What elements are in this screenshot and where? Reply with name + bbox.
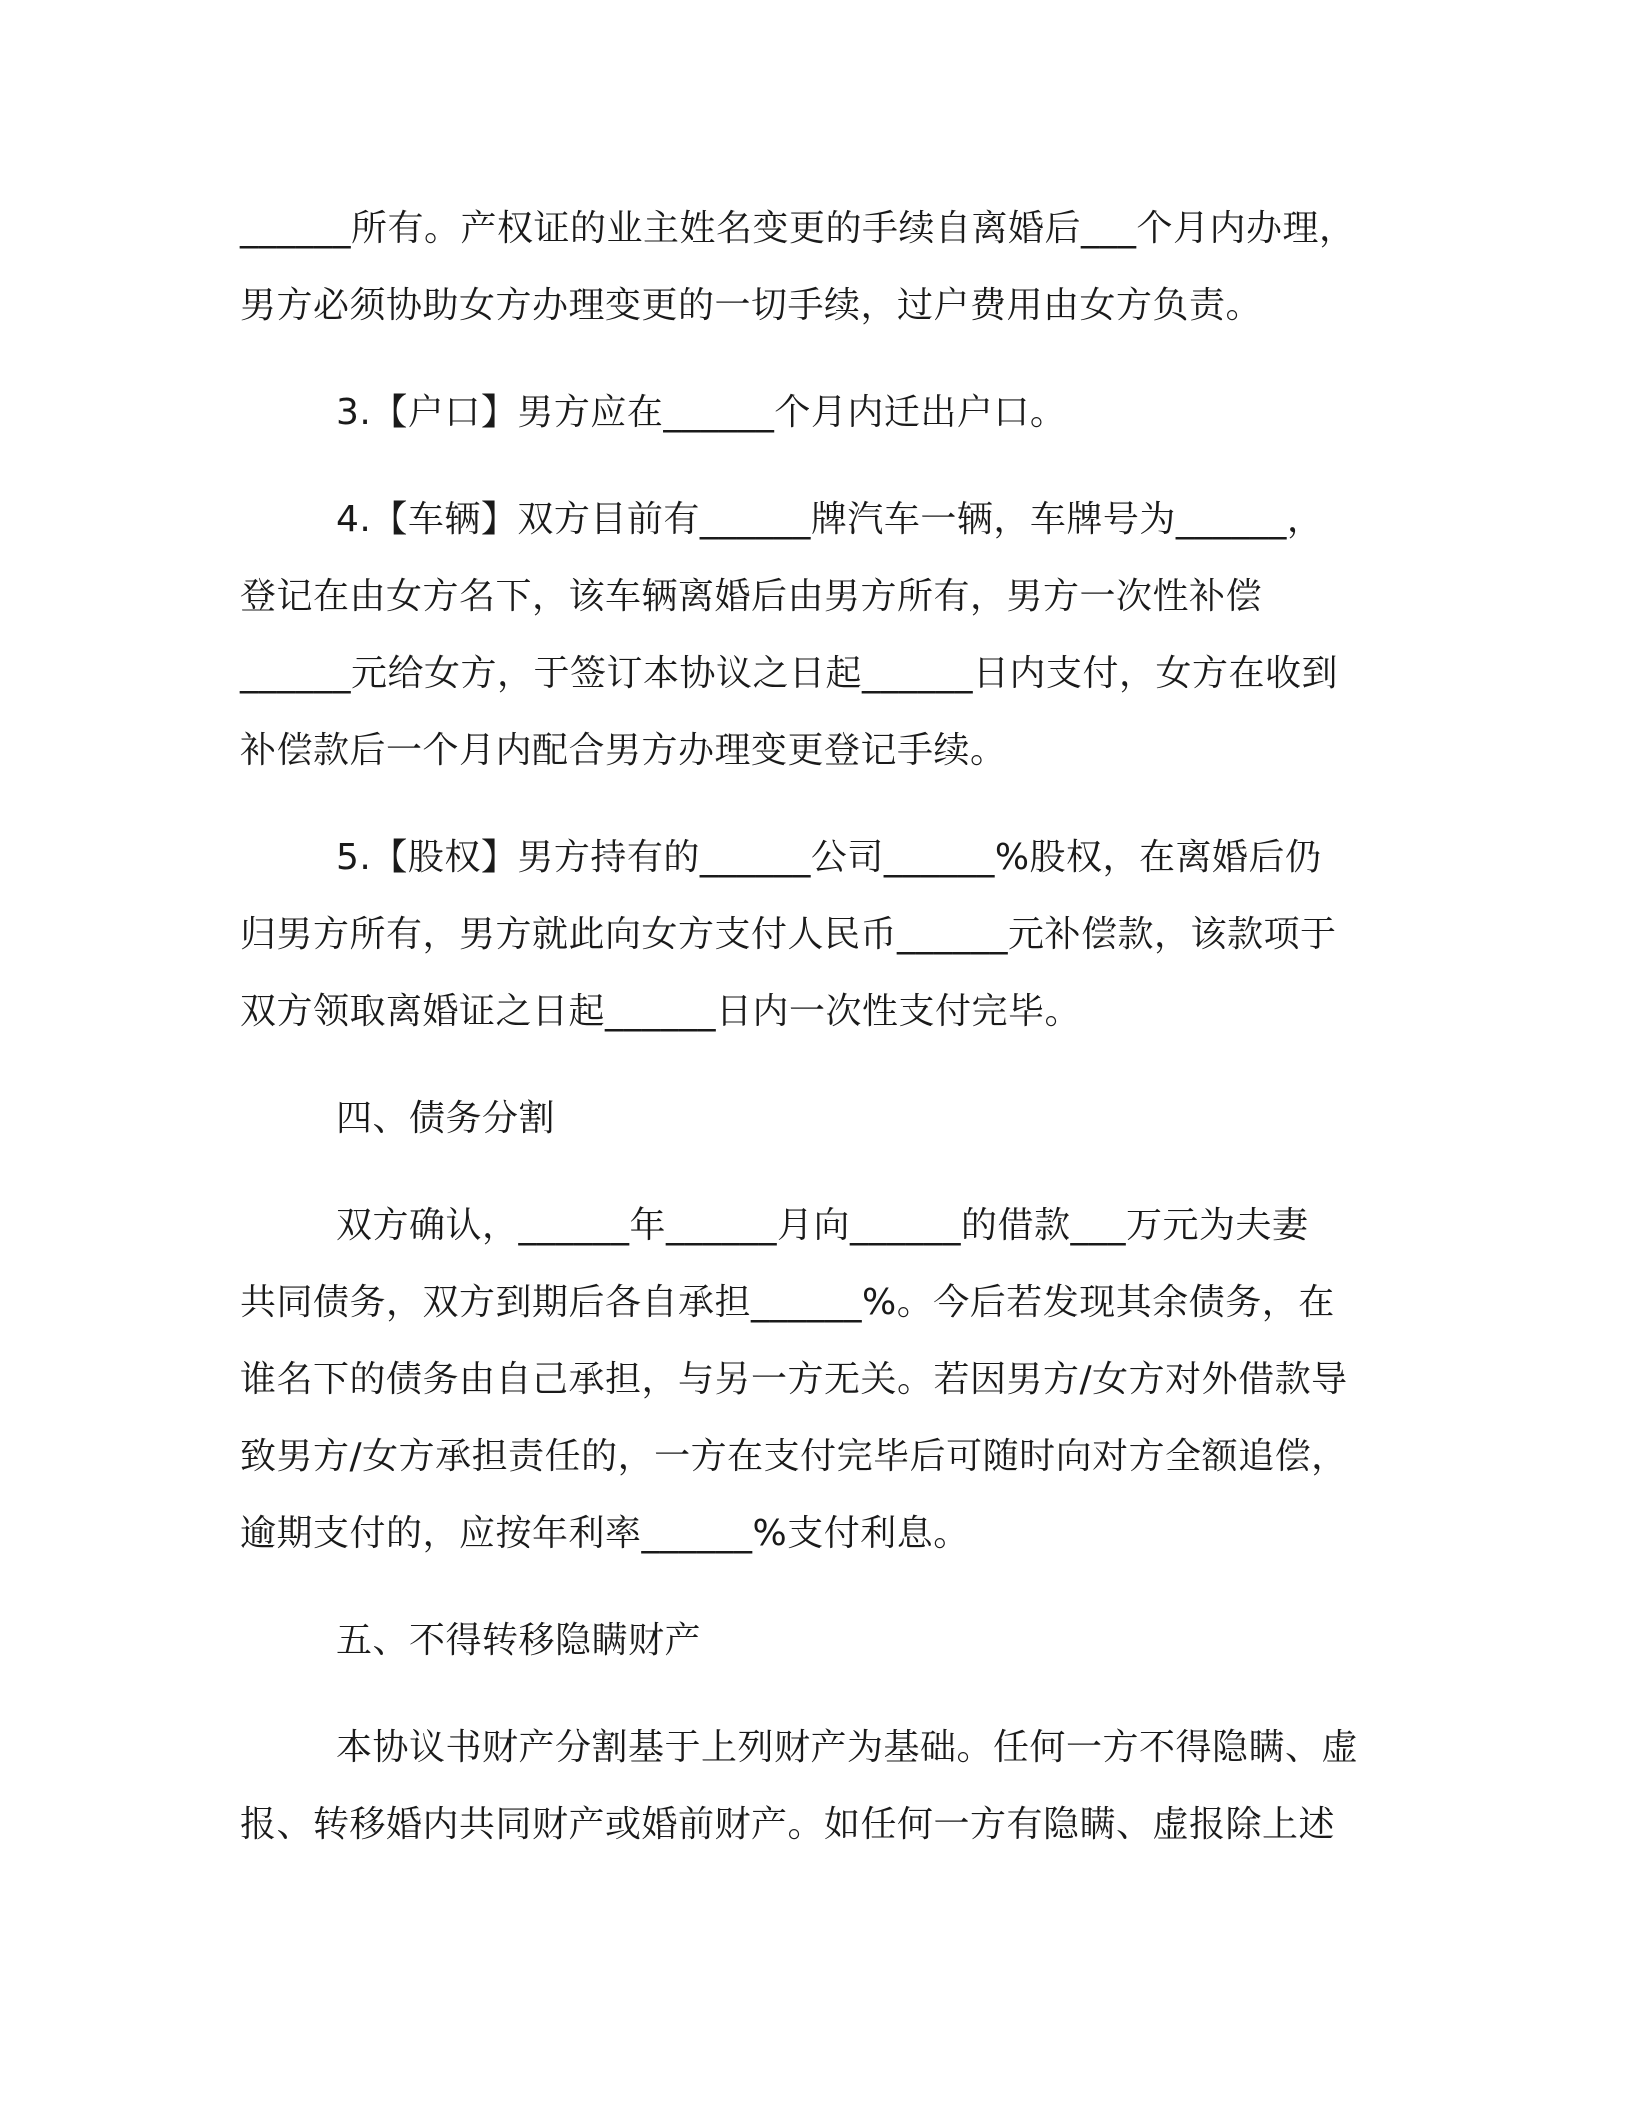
paragraph-debt — [240, 1187, 1400, 1572]
section-heading: 五、不得转移隐瞒财产 — [336, 1620, 702, 1661]
paragraph-equity — [240, 819, 1400, 1050]
text-line: 补偿款后一个月内配合男方办理变更登记手续。 — [240, 730, 1007, 771]
section-heading-debt-division — [240, 1080, 1400, 1157]
text-line: ______元给女方，于签订本协议之日起______日内支付，女方在收到 — [240, 653, 1339, 694]
text-line: 双方领取离婚证之日起______日内一次性支付完毕。 — [240, 991, 1082, 1032]
paragraph-concealment — [240, 1709, 1400, 1863]
text-line: 致男方/女方承担责任的，一方在支付完毕后可随时向对方全额追偿， — [240, 1436, 1348, 1477]
text-line: 双方确认，______年______月向______的借款___万元为夫妻 — [336, 1205, 1309, 1246]
paragraph-property-title-change — [240, 190, 1400, 344]
text-line: ______所有。产权证的业主姓名变更的手续自离婚后___个月内办理， — [240, 208, 1356, 249]
text-line: 报、转移婚内共同财产或婚前财产。如任何一方有隐瞒、虚报除上述 — [240, 1804, 1336, 1845]
text-line: 谁名下的债务由自己承担，与另一方无关。若因男方/女方对外借款导 — [240, 1359, 1348, 1400]
paragraph-household-registration — [240, 374, 1400, 451]
section-heading: 四、债务分割 — [336, 1098, 556, 1139]
text-line: 逾期支付的，应按年利率______%支付利息。 — [240, 1513, 970, 1554]
text-line: 归男方所有，男方就此向女方支付人民币______元补偿款，该款项于 — [240, 914, 1337, 955]
paragraph-vehicle — [240, 481, 1400, 789]
text-line: 男方必须协助女方办理变更的一切手续，过户费用由女方负责。 — [240, 285, 1263, 326]
text-line: 共同债务，双方到期后各自承担______%。今后若发现其余债务，在 — [240, 1282, 1335, 1323]
text-line: 3.【户口】男方应在______个月内迁出户口。 — [336, 392, 1067, 433]
section-heading-no-concealment — [240, 1602, 1400, 1679]
text-line: 5.【股权】男方持有的______公司______%股权，在离婚后仍 — [336, 837, 1322, 878]
text-line: 登记在由女方名下，该车辆离婚后由男方所有，男方一次性补偿 — [240, 576, 1263, 617]
document-page — [240, 190, 1400, 1863]
text-line: 本协议书财产分割基于上列财产为基础。任何一方不得隐瞒、虚 — [336, 1727, 1359, 1768]
text-line: 4.【车辆】双方目前有______牌汽车一辆，车牌号为______， — [336, 499, 1324, 540]
